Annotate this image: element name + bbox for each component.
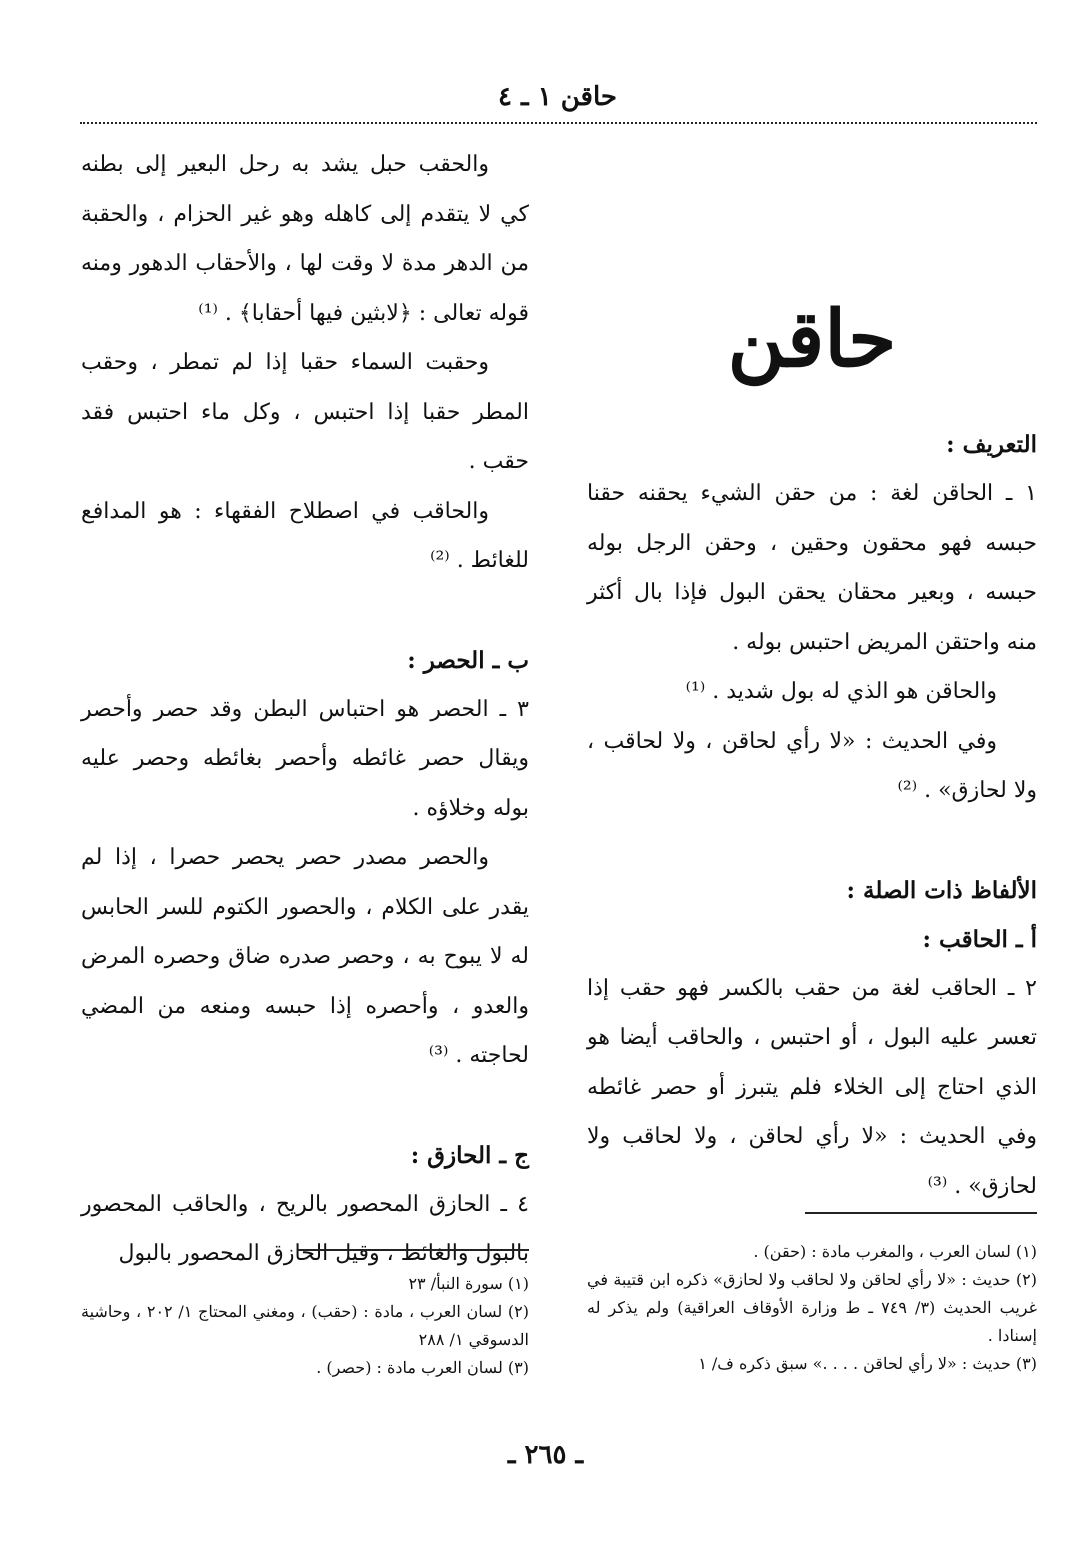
- paragraph: وفي الحديث : «لا رأي لحاقن ، ولا لحاقب ، ولا لحازق» . ⁽²⁾: [587, 728, 1037, 803]
- footnotes-right: [587, 1238, 1037, 1378]
- header-dotted-rule: [80, 122, 1037, 124]
- paragraph: ٣ ـ الحصر هو احتباس البطن وقد حصر وأحصر ويقال حصر غائطه وأحصر بغائطه وحصر عليه بوله وخلاؤه .: [81, 696, 529, 821]
- paragraph: والحقب حبل يشد به رحل البعير إلى بطنه كي لا يتقدم إلى كاهله وهو غير الحزام ، والحقبة من الدهر مدة لا وقت لها ، والأحقاب الدهور ومنه قوله تعالى : ﴿لابثين فيها أحقابا﴾ . ⁽¹⁾: [81, 152, 529, 326]
- right-column: [587, 140, 1037, 1211]
- section-heading: أ ـ الحاقب :: [922, 925, 1037, 953]
- paragraph: وحقبت السماء حقبا إذا لم تمطر ، وحقب المطر حقبا إذا احتبس ، وكل ماء احتبس فقد حقب .: [81, 350, 529, 474]
- paragraph: ٢ ـ الحاقب لغة من حقب بالكسر فهو حقب إذا تعسر عليه البول ، أو احتبس ، والحاقب أيضا هو الذي احتاج إلى الخلاء فلم يتبرز أو حصر غائطه وفي الحديث : «لا رأي لحاقن ، ولا لحاقب ولا لحازق» . ⁽³⁾: [587, 975, 1037, 1199]
- section-heading: ب ـ الحصر :: [407, 646, 529, 674]
- footnote-rule-right: [805, 1212, 1037, 1214]
- section-heading: الألفاظ ذات الصلة :: [846, 876, 1037, 904]
- page-number: ـ ٢٦٥ ـ: [507, 1440, 584, 1470]
- footnote-rule-left: [297, 1249, 529, 1251]
- footnote: (٣) حديث : «لا رأي لحاقن . . . .» سبق ذكره ف/ ١: [698, 1354, 1037, 1373]
- left-column: [81, 140, 529, 1279]
- section-spacer: [81, 1081, 529, 1131]
- paragraph: والحصر مصدر حصر يحصر حصرا ، إذا لم يقدر على الكلام ، والحصور الكتوم للسر الحابس له لا يبوح به ، وحصر صدره ضاق وحصره المرض والعدو ، وأحصره إذا حبسه ومنعه من المضي لحاجته . ⁽³⁾: [81, 845, 529, 1068]
- footnote: (٢) لسان العرب ، مادة : (حقب) ، ومغني المحتاج ١/ ٢٠٢ ، وحاشية الدسوقي ١/ ٢٨٨: [81, 1302, 530, 1349]
- footnote: (١) لسان العرب ، والمغرب مادة : (حقن) .: [753, 1242, 1037, 1261]
- paragraph: والحاقب في اصطلاح الفقهاء : هو المدافع للغائط . ⁽²⁾: [81, 498, 529, 573]
- footnote: (١) سورة النبأ/ ٢٣: [408, 1274, 529, 1293]
- section-spacer: [587, 816, 1037, 866]
- entry-title: حاقن: [727, 294, 897, 385]
- running-header: حاقن ١ ـ ٤: [498, 82, 617, 112]
- section-heading: ج ـ الحازق :: [410, 1141, 529, 1169]
- footnotes-left: [81, 1270, 529, 1382]
- section-spacer: [81, 586, 529, 636]
- paragraph: ٤ ـ الحازق المحصور بالريح ، والحاقب المحصور بالبول والغائط ، وقيل الحازق المحصور بالبول: [81, 1191, 529, 1266]
- paragraph: ١ ـ الحاقن لغة : من حقن الشيء يحقنه حقنا حبسه فهو محقون وحقين ، وحقن الرجل بوله حبسه ، وبعير محقان يحقن البول فإذا بال أكثر منه واحتقن المريض احتبس بوله .: [587, 481, 1037, 655]
- footnote: (٣) لسان العرب مادة : (حصر) .: [316, 1358, 529, 1377]
- section-heading: التعريف :: [946, 431, 1037, 458]
- paragraph: والحاقن هو الذي له بول شديد . ⁽¹⁾: [685, 679, 997, 704]
- footnote: (٢) حديث : «لا رأي لحاقن ولا لحاقب ولا لحازق» ذكره ابن قتيبة في غريب الحديث (٣/ ٧٤٩ ـ ط وزارة الأوقاف العراقية) ولم يذكر له إسنادا .: [587, 1270, 1038, 1345]
